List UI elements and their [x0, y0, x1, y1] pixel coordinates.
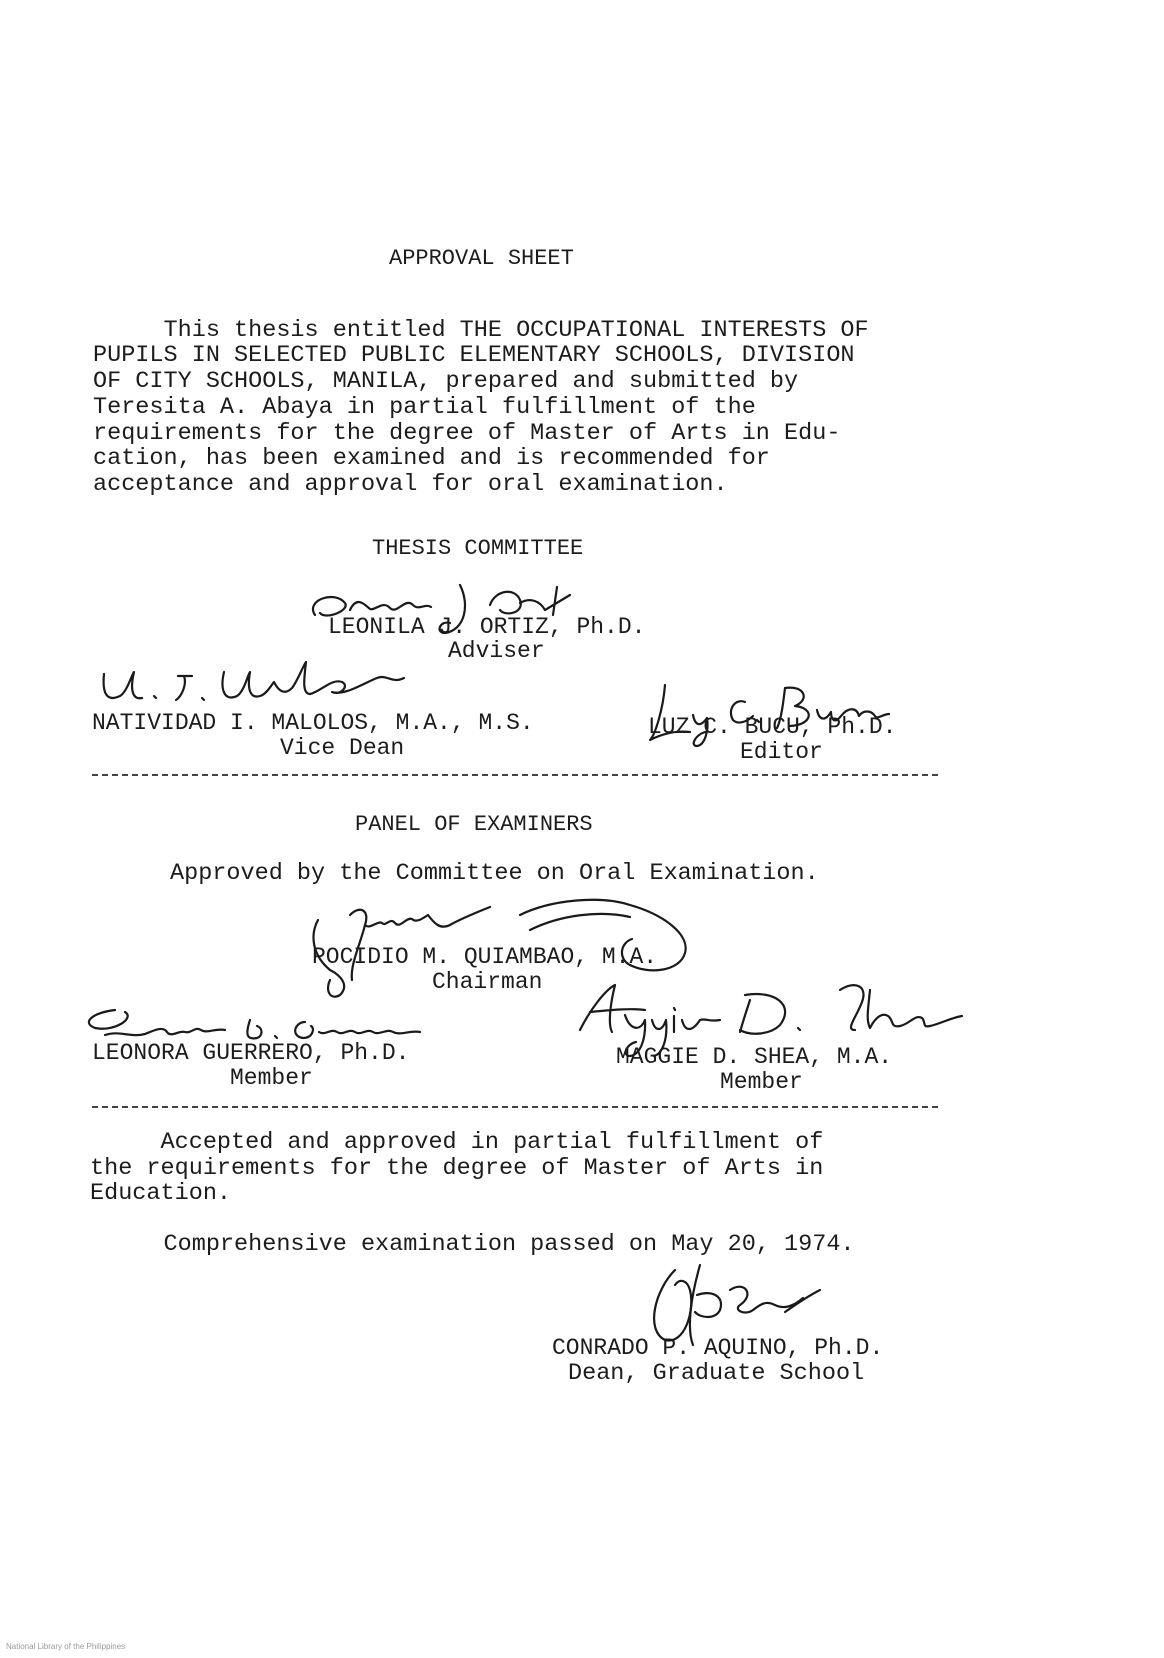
intro-line: Teresita A. Abaya in partial fulfillment of the [93, 394, 756, 421]
adviser-role: Adviser [448, 638, 545, 664]
thesis-committee-heading: THESIS COMMITTEE [372, 536, 584, 561]
acceptance-line: the requirements for the degree of Master of Arts in [90, 1155, 824, 1182]
chairman-name: POCIDIO M. QUIAMBAO, M.A. [312, 944, 658, 970]
panel-of-examiners-heading: PANEL OF EXAMINERS [355, 812, 593, 837]
comprehensive-exam-line: Comprehensive examination passed on May 20, 1974. [93, 1231, 855, 1258]
committee-approval-text: Approved by the Committee on Oral Examination. [170, 860, 819, 887]
vice-dean-name: NATIVIDAD I. MALOLOS, M.A., M.S. [92, 710, 534, 736]
editor-name: LUZ C. BUCU, Ph.D. [648, 714, 897, 740]
adviser-name: LEONILA J. ORTIZ, Ph.D. [328, 614, 646, 640]
dean-role: Dean, Graduate School [568, 1360, 865, 1387]
intro-line: cation, has been examined and is recommended for [93, 445, 770, 472]
section-divider [92, 774, 938, 776]
intro-line: OF CITY SCHOOLS, MANILA, prepared and submitted by [93, 368, 799, 395]
member2-role: Member [720, 1069, 803, 1095]
intro-line: This thesis entitled THE OCCUPATIONAL INTERESTS OF [93, 317, 869, 344]
section-divider [92, 1106, 938, 1108]
dean-name: CONRADO P. AQUINO, Ph.D. [552, 1335, 884, 1361]
acceptance-line: Education. [90, 1180, 232, 1207]
member1-name: LEONORA GUERRERO, Ph.D. [92, 1040, 410, 1066]
vice-dean-role: Vice Dean [280, 735, 405, 761]
editor-role: Editor [740, 739, 823, 765]
footer-note: National Library of the Philippines [6, 1642, 126, 1651]
intro-line: acceptance and approval for oral examination. [93, 471, 728, 498]
malolos-signature [92, 654, 412, 714]
intro-line: requirements for the degree of Master of Arts in Edu- [93, 420, 841, 447]
member2-name: MAGGIE D. SHEA, M.A. [616, 1044, 893, 1070]
chairman-role: Chairman [432, 969, 543, 995]
intro-line: PUPILS IN SELECTED PUBLIC ELEMENTARY SCHOOLS, DIVISION [93, 342, 855, 369]
member1-role: Member [230, 1065, 313, 1091]
acceptance-line: Accepted and approved in partial fulfillment of [90, 1129, 824, 1156]
page-title: APPROVAL SHEET [389, 246, 574, 271]
